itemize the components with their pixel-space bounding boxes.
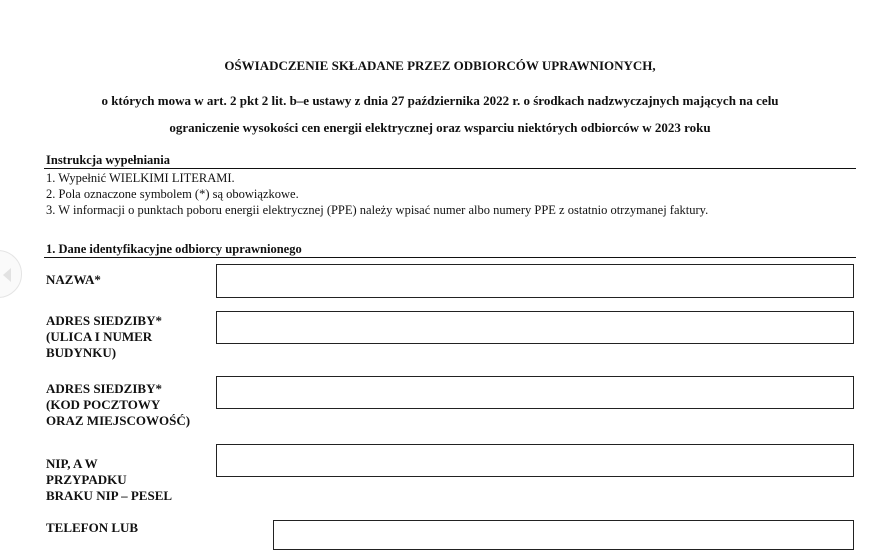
label-line: (ULICA I NUMER: [46, 329, 153, 344]
document-subtitle-line1: o których mowa w art. 2 pkt 2 lit. b–e ustawy z dnia 27 października 2022 r. o środkach nadzwyczajnych mających na celu: [101, 93, 779, 108]
address-postal-field-label: [46, 381, 190, 429]
section-divider: [44, 257, 856, 258]
label-line: PRZYPADKU: [46, 472, 127, 487]
address-postal-input[interactable]: [216, 376, 854, 409]
label-line: BUDYNKU): [46, 345, 117, 360]
instructions-divider: [44, 168, 856, 169]
label-line: (KOD POCZTOWY: [46, 397, 161, 412]
instructions-heading: Instrukcja wypełniania: [46, 153, 170, 167]
instruction-item: 3. W informacji o punktach poboru energii elektrycznej (PPE) należy wpisać numer albo numery PPE z ostatnio otrzymanej faktury.: [46, 203, 709, 217]
document-subtitle-line2: ograniczenie wysokości cen energii elektrycznej oraz wsparciu niektórych odbiorców w 2023 roku: [169, 120, 711, 135]
label-line: TELEFON LUB: [46, 520, 139, 535]
address-street-field-label: [46, 313, 162, 361]
nip-pesel-input[interactable]: [216, 444, 854, 477]
phone-input[interactable]: [273, 520, 854, 550]
label-line: ADRES SIEDZIBY*: [46, 313, 162, 328]
label-line: ORAZ MIEJSCOWOŚĆ): [46, 413, 191, 428]
section-heading: 1. Dane identyfikacyjne odbiorcy uprawnionego: [46, 242, 302, 256]
document-title: OŚWIADCZENIE SKŁADANE PRZEZ ODBIORCÓW UPRAWNIONYCH,: [224, 58, 656, 73]
side-collapse-tab[interactable]: [0, 250, 22, 298]
label-line: NAZWA*: [46, 272, 101, 287]
instruction-item: 1. Wypełnić WIELKIMI LITERAMI.: [46, 171, 235, 185]
name-input[interactable]: [216, 264, 854, 298]
name-field-label: [46, 272, 101, 288]
label-line: NIP, A W: [46, 456, 98, 471]
label-line: ADRES SIEDZIBY*: [46, 381, 162, 396]
phone-field-label: [46, 520, 138, 536]
address-street-input[interactable]: [216, 311, 854, 344]
instruction-item: 2. Pola oznaczone symbolem (*) są obowiązkowe.: [46, 187, 299, 201]
nip-pesel-field-label: [46, 456, 172, 504]
label-line: BRAKU NIP – PESEL: [46, 488, 173, 503]
